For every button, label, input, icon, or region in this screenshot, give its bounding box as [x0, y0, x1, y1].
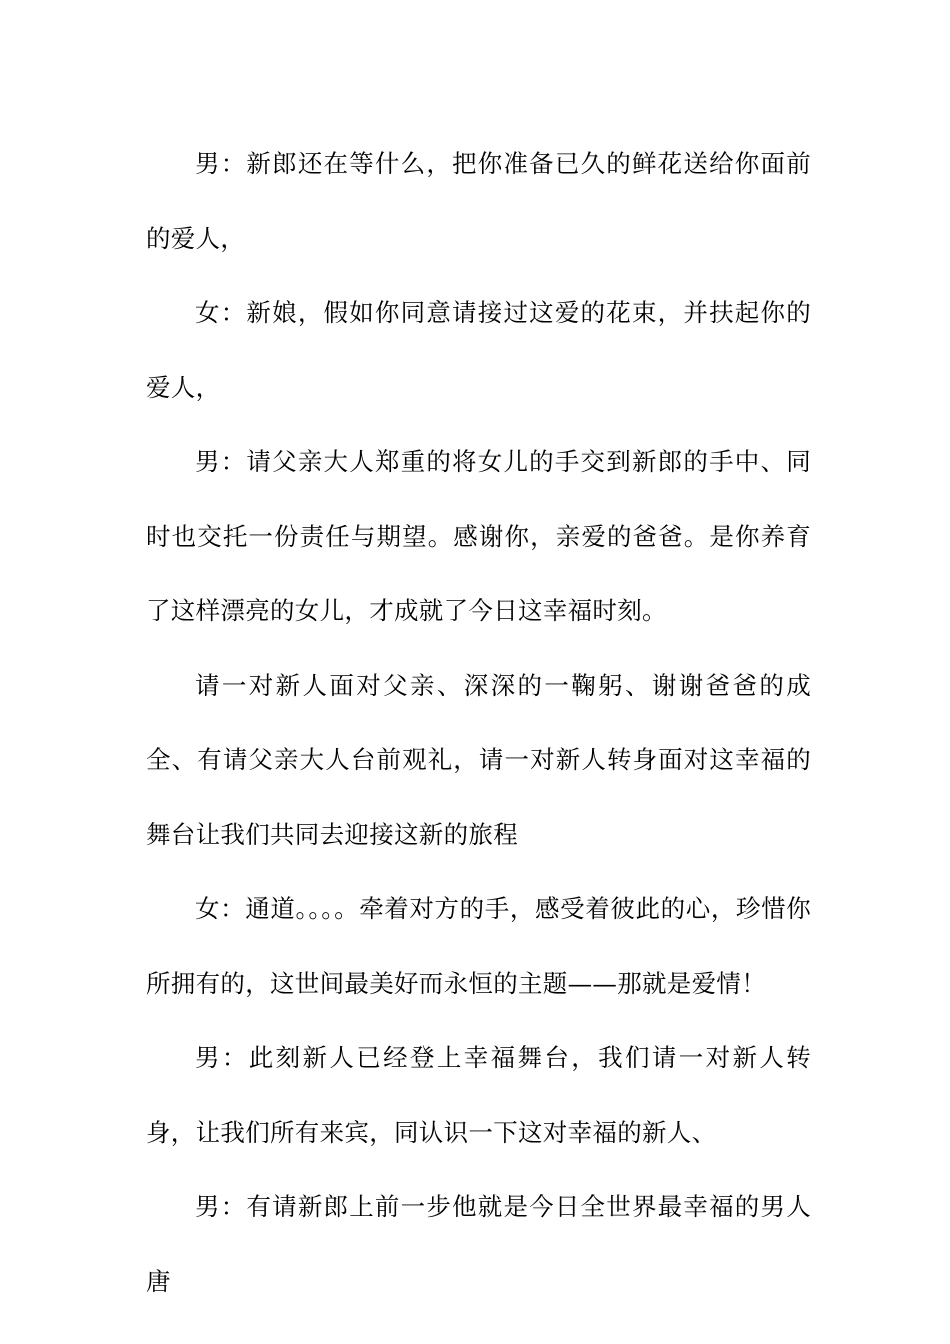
document-body	[146, 127, 811, 1319]
paragraph-groom-flowers: 男：新郎还在等什么，把你准备已久的鲜花送给你面前的爱人，	[146, 149, 811, 253]
paragraph-love-theme: 女：通道。。。。牵着对方的手，感受着彼此的心，珍惜你所拥有的，这世间最美好而永恒的主题——那就是爱情！	[146, 894, 811, 998]
paragraph-groom-step-forward: 男：有请新郎上前一步他就是今日全世界最幸福的男人唐	[146, 1192, 811, 1296]
paragraph-bow-to-father: 请一对新人面对父亲、深深的一鞠躬、谢谢爸爸的成全、有请父亲大人台前观礼，请一对新人转身面对这幸福的舞台让我们共同去迎接这新的旅程	[146, 670, 811, 849]
paragraph-introduce-couple: 男：此刻新人已经登上幸福舞台，我们请一对新人转身，让我们所有来宾，同认识一下这对幸福的新人、	[146, 1043, 811, 1147]
paragraph-bride-accept: 女：新娘，假如你同意请接过这爱的花束，并扶起你的爱人，	[146, 298, 811, 402]
paragraph-father-handover: 男：请父亲大人郑重的将女儿的手交到新郎的手中、同时也交托一份责任与期望。感谢你，亲爱的爸爸。是你养育了这样漂亮的女儿，才成就了今日这幸福时刻。	[146, 447, 811, 625]
